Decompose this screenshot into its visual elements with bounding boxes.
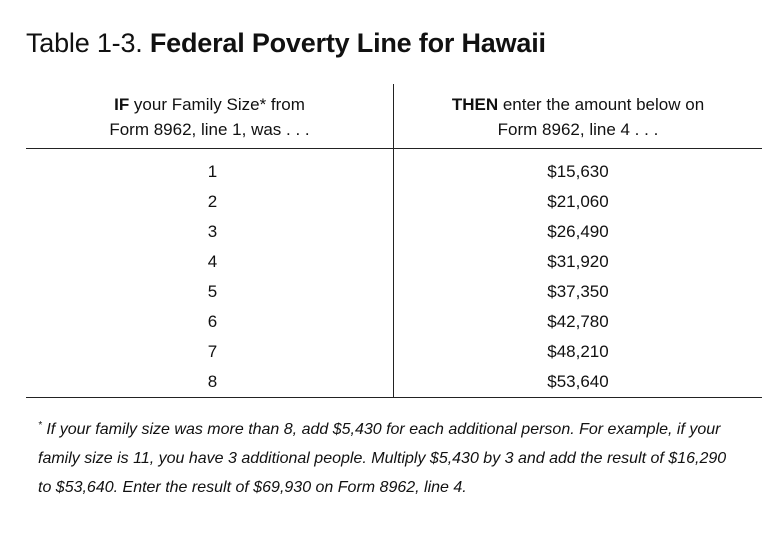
amount-cell: $37,350 bbox=[547, 282, 609, 301]
table-name: Federal Poverty Line for Hawaii bbox=[149, 28, 546, 58]
amount-cell: $26,490 bbox=[547, 222, 609, 241]
amount-column bbox=[394, 157, 762, 397]
amount-cell: $42,780 bbox=[547, 312, 609, 331]
header-if-keyword: IF bbox=[114, 95, 130, 114]
footnote-marker: * bbox=[38, 420, 42, 431]
family-size-cell: 4 bbox=[207, 252, 218, 271]
amount-cell: $31,920 bbox=[547, 252, 609, 271]
header-right-line1: enter the amount below on bbox=[498, 95, 705, 114]
header-then-keyword: THEN bbox=[451, 95, 499, 114]
header-left-line2: Form 8962, line 1, was . . . bbox=[109, 120, 310, 139]
family-size-column bbox=[26, 157, 393, 397]
family-size-cell: 8 bbox=[207, 372, 218, 391]
footnote-text: If your family size was more than 8, add $5,430 for each additional person. For example, if your family size is 11, you have 3 additional people. Multiply $5,430 by 3 and add the result of $16,290 to $53,640. Enter the result of $69,930 on Form 8962, line 4. bbox=[38, 421, 727, 496]
family-size-cell: 6 bbox=[207, 312, 218, 331]
header-right-line2: Form 8962, line 4 . . . bbox=[497, 120, 659, 139]
column-header-family-size bbox=[26, 92, 393, 142]
bottom-rule bbox=[26, 397, 762, 398]
family-size-cell: 2 bbox=[207, 192, 218, 211]
amount-cell: $15,630 bbox=[547, 162, 609, 181]
table-footnote bbox=[38, 411, 738, 502]
table-title bbox=[26, 28, 546, 59]
family-size-cell: 7 bbox=[207, 342, 218, 361]
amount-cell: $48,210 bbox=[547, 342, 609, 361]
family-size-cell: 5 bbox=[207, 282, 218, 301]
amount-cell: $53,640 bbox=[547, 372, 609, 391]
column-header-amount bbox=[394, 92, 762, 142]
poverty-line-table bbox=[26, 84, 762, 398]
header-left-line1: your Family Size* from bbox=[129, 95, 305, 114]
family-size-cell: 3 bbox=[207, 222, 218, 241]
header-rule bbox=[26, 148, 762, 149]
amount-cell: $21,060 bbox=[547, 192, 609, 211]
family-size-cell: 1 bbox=[207, 162, 218, 181]
table-number: Table 1-3. bbox=[26, 28, 143, 58]
